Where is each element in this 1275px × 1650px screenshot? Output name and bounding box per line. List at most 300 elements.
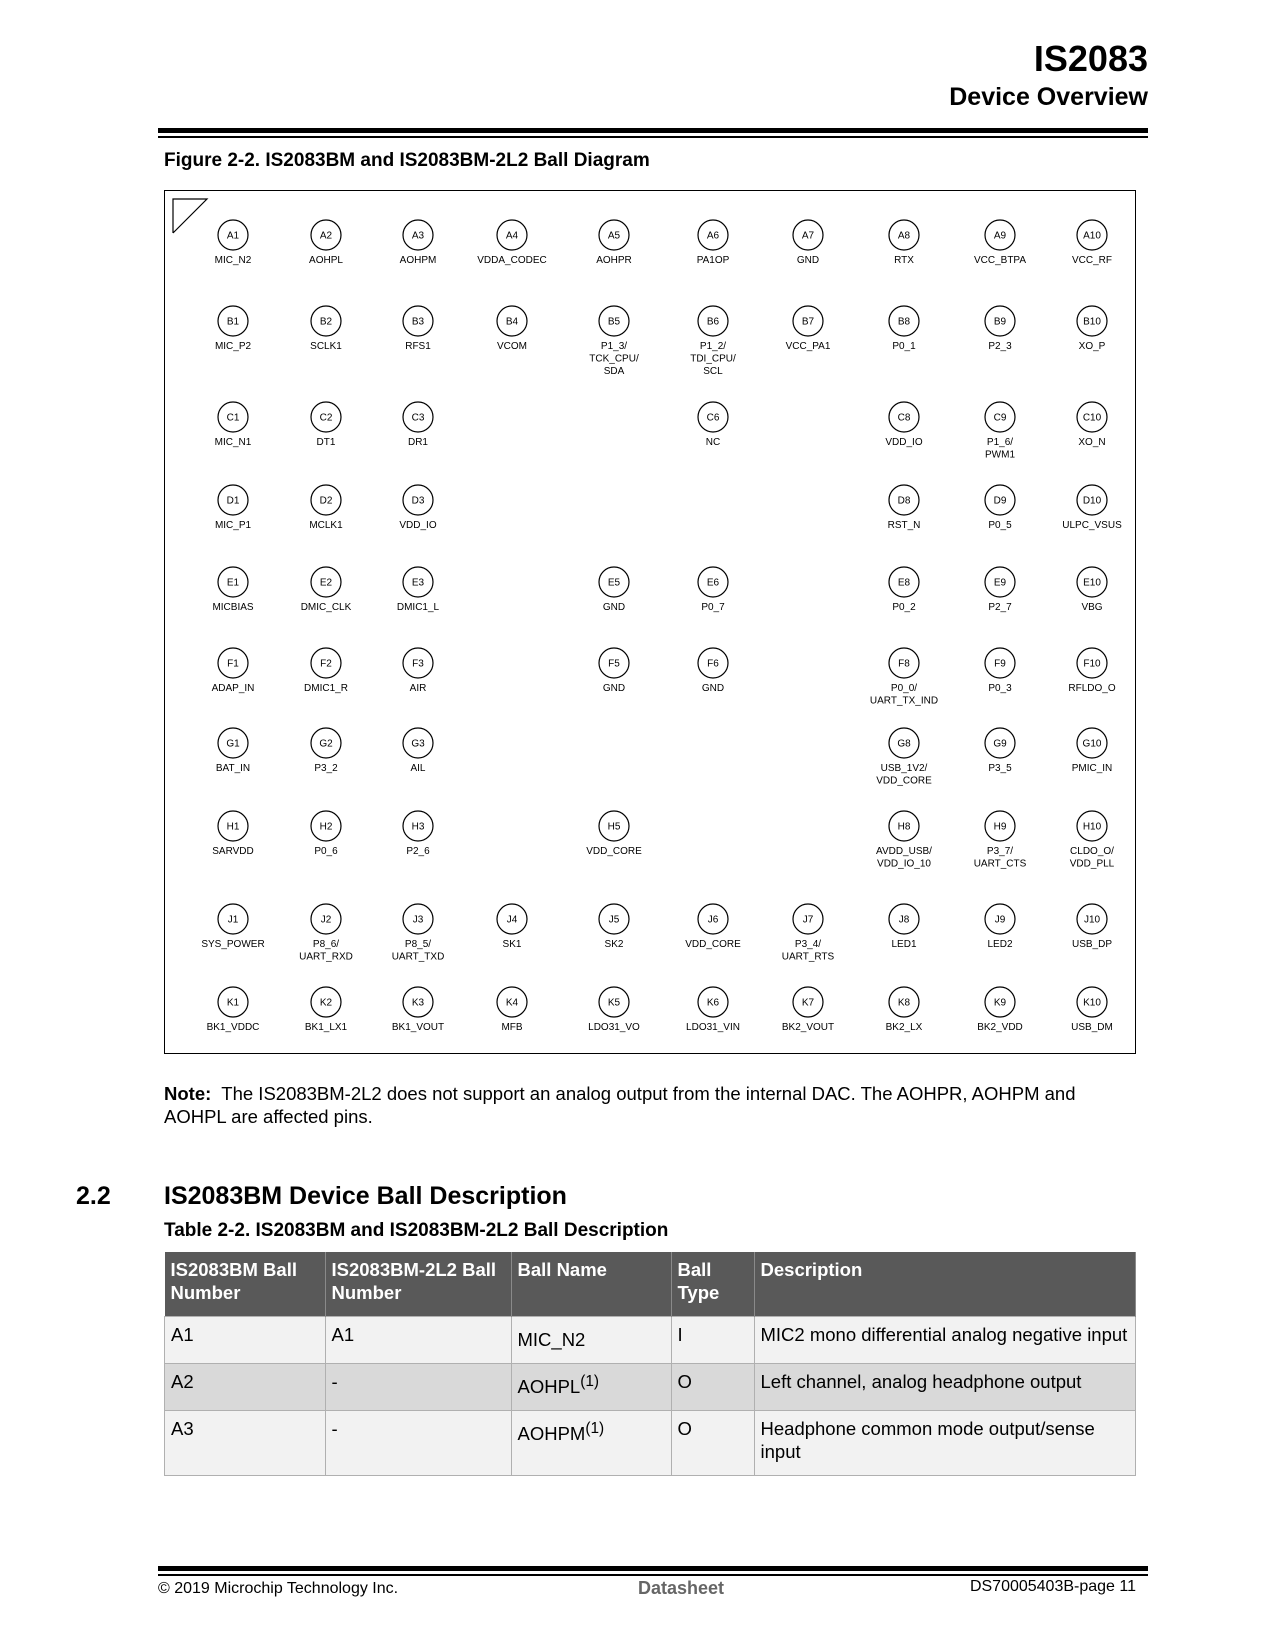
ball-signal-label: AOHPM	[399, 255, 437, 266]
ball-id-label: A10	[1083, 230, 1101, 242]
ball-K7	[782, 987, 834, 1033]
ball-D8	[888, 485, 921, 531]
ball-signal-label: P3_4/	[794, 939, 822, 950]
ball-signal-label: TCK_CPU/	[589, 353, 639, 365]
ball-id-label: G1	[226, 738, 240, 750]
ball-id-label: J5	[608, 914, 620, 926]
ball-H5	[586, 811, 642, 857]
ball-signal-label: MFB	[501, 1022, 523, 1033]
ball-K9	[977, 987, 1023, 1033]
ball-signal-label: TDI_CPU/	[690, 353, 736, 365]
ball-id-label: J1	[227, 914, 239, 926]
ball-K8	[886, 987, 923, 1033]
ball-G2	[311, 728, 341, 774]
ball-signal-label: MIC_P2	[214, 341, 252, 352]
ball-signal-label: GND	[602, 602, 626, 613]
ball-id-label: F10	[1083, 658, 1101, 670]
ball-id-label: C2	[319, 412, 333, 424]
ball-C9	[985, 402, 1015, 461]
ball-signal-label: UART_RXD	[299, 951, 353, 963]
ball-id-label: J4	[506, 914, 518, 926]
ball-id-label: B5	[607, 316, 621, 328]
ball-C10	[1077, 402, 1107, 448]
ball-description-table	[164, 1252, 1136, 1476]
ball-id-label: H3	[411, 821, 425, 833]
ball-signal-label: P0_0/	[890, 683, 918, 694]
ball-signal-label: UART_TXD	[391, 951, 445, 963]
ball-F2	[304, 648, 348, 694]
ball-signal-label: BK2_LX	[885, 1022, 923, 1033]
ball-H9	[974, 811, 1027, 870]
ball-signal-label: RFS1	[405, 341, 431, 352]
ball-signal-label: UART_TX_IND	[869, 695, 939, 707]
table-row	[165, 1364, 1136, 1411]
ball-J5	[599, 904, 629, 950]
ball-signal-label: MIC_N1	[214, 437, 252, 448]
cell-ball-name	[511, 1317, 671, 1364]
ball-signal-label: NC	[705, 437, 721, 448]
ball-id-label: H8	[897, 821, 911, 833]
ball-D10	[1062, 485, 1122, 531]
ball-id-label: B4	[505, 316, 519, 328]
note-label: Note:	[164, 1083, 212, 1104]
ball-A2	[309, 220, 343, 266]
cell-2l2-ball: -	[325, 1364, 511, 1411]
cell-ball-name	[511, 1364, 671, 1411]
ball-A8	[889, 220, 919, 266]
cell-ball-name	[511, 1411, 671, 1476]
section-title: IS2083BM Device Ball Description	[164, 1182, 567, 1210]
ball-id-label: K5	[607, 997, 621, 1009]
ball-id-label: E2	[319, 577, 333, 589]
ball-signal-label: P1_3/	[600, 341, 628, 352]
ball-K10	[1071, 987, 1113, 1033]
ball-signal-label: GND	[796, 255, 820, 266]
ball-G3	[403, 728, 433, 774]
ball-signal-label: P0_5	[988, 520, 1012, 531]
ball-C1	[215, 402, 252, 448]
ball-id-label: A1	[226, 230, 240, 242]
ball-E9	[985, 567, 1015, 613]
ball-id-label: B10	[1083, 316, 1101, 328]
ball-id-label: G2	[319, 738, 333, 750]
footer-copyright: © 2019 Microchip Technology Inc.	[158, 1580, 399, 1597]
ball-id-label: A4	[505, 230, 519, 242]
ball-signal-label: BAT_IN	[215, 763, 251, 774]
ball-K2	[305, 987, 348, 1033]
ball-signal-label: USB_DM	[1071, 1022, 1113, 1033]
ball-signal-label: AOHPL	[309, 255, 343, 266]
ball-signal-label: VDD_IO	[399, 520, 437, 531]
ball-H8	[876, 811, 932, 870]
ball-id-label: J10	[1083, 914, 1101, 926]
ball-G9	[985, 728, 1015, 774]
cell-ball-type: I	[671, 1317, 754, 1364]
col-header-bm-ball: IS2083BM Ball Number	[165, 1252, 326, 1317]
ball-E1	[212, 567, 253, 613]
ball-H10	[1070, 811, 1115, 870]
ball-id-label: J2	[320, 914, 332, 926]
header-rule-thick	[158, 128, 1148, 133]
ball-signal-label: VDD_CORE	[685, 939, 741, 950]
ball-B8	[889, 306, 919, 352]
section-number: 2.2	[76, 1182, 111, 1210]
ball-name-footnote: (1)	[585, 1420, 605, 1438]
ball-signal-label: P0_2	[892, 602, 916, 613]
ball-signal-label: AOHPR	[596, 255, 632, 266]
ball-signal-label: P3_5	[988, 763, 1012, 774]
ball-diagram	[164, 190, 1136, 1054]
ball-F5	[599, 648, 629, 694]
ball-name-text: MIC_N2	[517, 1329, 586, 1351]
ball-A5	[596, 220, 632, 266]
ball-signal-label: PMIC_IN	[1071, 763, 1113, 774]
ball-id-label: H2	[319, 821, 333, 833]
table-header-row	[165, 1252, 1136, 1317]
ball-id-label: J9	[994, 914, 1006, 926]
ball-B2	[310, 306, 342, 352]
ball-B10	[1077, 306, 1107, 352]
ball-B9	[985, 306, 1015, 352]
ball-id-label: K1	[226, 997, 240, 1009]
ball-id-label: A6	[706, 230, 720, 242]
ball-D9	[985, 485, 1015, 531]
page-header-subtitle: Device Overview	[949, 83, 1148, 111]
ball-B3	[403, 306, 433, 352]
ball-E8	[889, 567, 919, 613]
ball-E10	[1077, 567, 1107, 613]
ball-signal-label: ULPC_VSUS	[1062, 520, 1122, 531]
ball-signal-label: DMIC1_L	[396, 602, 440, 613]
ball-id-label: H1	[226, 821, 240, 833]
ball-G10	[1072, 728, 1113, 774]
col-header-2l2-ball: IS2083BM-2L2 Ball Number	[325, 1252, 511, 1317]
ball-id-label: A8	[897, 230, 911, 242]
ball-A6	[697, 220, 730, 266]
ball-signal-label: LED2	[987, 939, 1013, 950]
footer-rule-thick	[158, 1566, 1148, 1571]
ball-id-label: B7	[801, 316, 815, 328]
ball-K5	[588, 987, 640, 1033]
ball-B5	[589, 306, 639, 377]
ball-F9	[985, 648, 1015, 694]
ball-J6	[685, 904, 741, 950]
ball-signal-label: LED1	[891, 939, 917, 950]
ball-signal-label: SK2	[604, 939, 624, 950]
ball-signal-label: USB_1V2/	[880, 763, 928, 774]
ball-id-label: K2	[319, 997, 333, 1009]
ball-name-text: AOHPM	[517, 1423, 586, 1445]
ball-id-label: C10	[1082, 412, 1102, 424]
ball-E3	[397, 567, 440, 613]
ball-signal-label: BK1_LX1	[304, 1022, 348, 1033]
page-header-title: IS2083	[1033, 38, 1148, 79]
ball-signal-label: RTX	[894, 255, 914, 266]
ball-C3	[403, 402, 433, 448]
ball-id-label: J7	[802, 914, 814, 926]
table-caption: Table 2-2. IS2083BM and IS2083BM-2L2 Ball Description	[164, 1220, 669, 1241]
ball-H2	[311, 811, 341, 857]
ball-id-label: H5	[607, 821, 621, 833]
ball-signal-label: LDO31_VO	[588, 1022, 640, 1033]
ball-id-label: B9	[993, 316, 1007, 328]
ball-G1	[216, 728, 250, 774]
ball-signal-label: DMIC_CLK	[300, 602, 352, 613]
ball-signal-label: VDD_CORE	[586, 846, 642, 857]
ball-F10	[1068, 648, 1115, 694]
ball-id-label: D1	[226, 495, 240, 507]
ball-signal-label: VDD_CORE	[876, 775, 932, 787]
ball-id-label: D9	[993, 495, 1007, 507]
ball-B7	[786, 306, 831, 352]
ball-id-label: D10	[1082, 495, 1102, 507]
ball-signal-label: DR1	[407, 437, 429, 448]
ball-id-label: C9	[993, 412, 1007, 424]
ball-id-label: F9	[994, 658, 1006, 670]
ball-signal-label: P8_6/	[312, 939, 340, 950]
note-text: The IS2083BM-2L2 does not support an analog output from the internal DAC. The AOHPR, AOHPM and AOHPL are affected pins.	[164, 1083, 1076, 1127]
ball-signal-label: SCLK1	[310, 341, 342, 352]
ball-id-label: B3	[411, 316, 425, 328]
ball-K3	[392, 987, 444, 1033]
ball-id-label: B8	[897, 316, 911, 328]
ball-signal-label: VBG	[1081, 602, 1103, 613]
ball-id-label: F2	[320, 658, 332, 670]
ball-id-label: G10	[1082, 738, 1102, 750]
ball-signal-label: P0_1	[892, 341, 916, 352]
ball-signal-label: P2_3	[988, 341, 1012, 352]
ball-signal-label: GND	[602, 683, 626, 694]
ball-signal-label: XO_N	[1078, 437, 1106, 448]
ball-signal-label: AIL	[410, 763, 426, 774]
ball-id-label: E9	[993, 577, 1007, 589]
table-row	[165, 1317, 1136, 1364]
ball-J2	[299, 904, 353, 963]
table-row	[165, 1411, 1136, 1476]
cell-description: Left channel, analog headphone output	[754, 1364, 1136, 1411]
ball-signal-label: MCLK1	[309, 520, 343, 531]
ball-diagram-svg	[165, 191, 1137, 1055]
ball-signal-label: BK1_VDDC	[206, 1022, 260, 1033]
ball-J1	[201, 904, 264, 950]
ball-signal-label: MICBIAS	[212, 602, 254, 613]
cell-bm-ball: A1	[165, 1317, 326, 1364]
ball-id-label: F5	[608, 658, 620, 670]
ball-E2	[301, 567, 352, 613]
ball-name-text: AOHPL	[517, 1376, 581, 1398]
ball-id-label: K9	[993, 997, 1007, 1009]
ball-K6	[686, 987, 740, 1033]
ball-signal-label: VDD_PLL	[1069, 858, 1115, 870]
ball-C6	[698, 402, 728, 448]
ball-signal-label: USB_DP	[1071, 939, 1113, 950]
ball-id-label: A7	[801, 230, 815, 242]
ball-H1	[212, 811, 254, 857]
ball-signal-label: DT1	[316, 437, 336, 448]
ball-id-label: E8	[897, 577, 911, 589]
ball-signal-label: XO_P	[1078, 341, 1106, 352]
col-header-ball-name: Ball Name	[511, 1252, 671, 1317]
ball-signal-label: AVDD_USB/	[876, 846, 932, 857]
ball-signal-label: P1_6/	[986, 437, 1014, 448]
ball-J8	[889, 904, 919, 950]
ball-J9	[985, 904, 1015, 950]
ball-id-label: B1	[226, 316, 240, 328]
ball-signal-label: LDO31_VIN	[686, 1022, 740, 1033]
ball-J10	[1072, 904, 1112, 950]
ball-signal-label: SARVDD	[212, 846, 254, 857]
ball-id-label: B2	[319, 316, 333, 328]
ball-D3	[399, 485, 436, 531]
ball-signal-label: VCC_RF	[1071, 255, 1113, 266]
cell-bm-ball: A3	[165, 1411, 326, 1476]
ball-F3	[403, 648, 433, 694]
ball-C8	[885, 402, 922, 448]
ball-id-label: D8	[897, 495, 911, 507]
ball-J3	[392, 904, 445, 963]
ball-J4	[497, 904, 527, 950]
ball-signal-label: MIC_P1	[214, 520, 252, 531]
col-header-description: Description	[754, 1252, 1136, 1317]
ball-signal-label: P3_7/	[986, 846, 1014, 857]
ball-name-footnote: (1)	[580, 1373, 600, 1391]
cell-ball-type: O	[671, 1364, 754, 1411]
ball-signal-label: BK1_VOUT	[391, 1022, 445, 1033]
cell-bm-ball: A2	[165, 1364, 326, 1411]
ball-id-label: C1	[226, 412, 240, 424]
ball-A3	[400, 220, 437, 266]
ball-signal-label: P0_6	[314, 846, 338, 857]
ball-id-label: D2	[319, 495, 333, 507]
ball-B6	[690, 306, 736, 377]
cell-2l2-ball: -	[325, 1411, 511, 1476]
ball-signal-label: VCC_PA1	[785, 341, 831, 352]
ball-signal-label: SK1	[502, 939, 522, 950]
cell-2l2-ball: A1	[325, 1317, 511, 1364]
ball-E6	[698, 567, 728, 613]
ball-B4	[497, 306, 527, 352]
ball-id-label: C3	[411, 412, 425, 424]
ball-id-label: E6	[706, 577, 720, 589]
ball-signal-label: SDA	[603, 366, 625, 377]
note-block	[164, 1082, 1124, 1128]
ball-id-label: G9	[993, 738, 1007, 750]
ball-signal-label: SYS_POWER	[201, 939, 265, 950]
ball-A10	[1072, 220, 1112, 266]
ball-id-label: K3	[411, 997, 425, 1009]
ball-id-label: E5	[607, 577, 621, 589]
ball-F8	[870, 648, 938, 707]
footer-rule-thin	[158, 1574, 1148, 1576]
ball-D2	[309, 485, 343, 531]
ball-signal-label: P1_2/	[699, 341, 727, 352]
ball-id-label: K6	[706, 997, 720, 1009]
ball-signal-label: CLDO_O/	[1070, 846, 1114, 857]
ball-id-label: D3	[411, 495, 425, 507]
ball-id-label: G3	[411, 738, 425, 750]
ball-signal-label: P0_7	[701, 602, 725, 613]
ball-signal-label: P2_7	[988, 602, 1012, 613]
ball-id-label: G8	[897, 738, 911, 750]
ball-id-label: A5	[607, 230, 621, 242]
ball-id-label: J3	[412, 914, 424, 926]
footer-page-number: DS70005403B-page 11	[969, 1578, 1136, 1595]
ball-signal-label: VCC_BTPA	[973, 255, 1027, 266]
ball-C2	[311, 402, 341, 448]
ball-signal-label: AIR	[409, 683, 427, 694]
ball-signal-label: ADAP_IN	[211, 683, 255, 694]
ball-signal-label: P0_3	[988, 683, 1012, 694]
ball-F6	[698, 648, 728, 694]
figure-caption: Figure 2-2. IS2083BM and IS2083BM-2L2 Ball Diagram	[164, 150, 650, 171]
ball-id-label: J6	[707, 914, 719, 926]
ball-id-label: F1	[227, 658, 239, 670]
ball-D1	[215, 485, 252, 531]
ball-id-label: F6	[707, 658, 719, 670]
ball-H3	[403, 811, 433, 857]
ball-J7	[782, 904, 835, 963]
cell-description: MIC2 mono differential analog negative input	[754, 1317, 1136, 1364]
ball-G8	[876, 728, 932, 787]
ball-id-label: H9	[993, 821, 1007, 833]
cell-ball-type: O	[671, 1411, 754, 1476]
ball-id-label: A9	[993, 230, 1007, 242]
ball-id-label: E1	[226, 577, 240, 589]
footer-doc-type: Datasheet	[638, 1578, 725, 1598]
ball-signal-label: VCOM	[497, 341, 527, 352]
cell-description: Headphone common mode output/sense input	[754, 1411, 1136, 1476]
ball-K1	[207, 987, 260, 1033]
ball-id-label: C8	[897, 412, 911, 424]
ball-signal-label: P3_2	[314, 763, 338, 774]
ball-id-label: A3	[411, 230, 425, 242]
ball-signal-label: VDD_IO_10	[877, 858, 931, 870]
ball-signal-label: SCL	[703, 366, 723, 377]
ball-A9	[974, 220, 1026, 266]
ball-signal-label: MIC_N2	[214, 255, 252, 266]
ball-id-label: E10	[1083, 577, 1101, 589]
ball-A4	[477, 220, 546, 266]
ball-id-label: K7	[801, 997, 815, 1009]
ball-signal-label: VDDA_CODEC	[477, 255, 547, 266]
ball-E5	[599, 567, 629, 613]
col-header-ball-type: Ball Type	[671, 1252, 754, 1317]
ball-signal-label: RST_N	[887, 520, 921, 531]
ball-id-label: E3	[411, 577, 425, 589]
ball-A7	[793, 220, 823, 266]
ball-B1	[215, 306, 252, 352]
ball-signal-label: P2_6	[406, 846, 430, 857]
ball-id-label: J8	[898, 914, 910, 926]
ball-signal-label: RFLDO_O	[1068, 683, 1116, 694]
ball-id-label: K4	[505, 997, 519, 1009]
ball-signal-label: UART_RTS	[781, 951, 835, 963]
ball-signal-label: PWM1	[985, 449, 1015, 461]
ball-signal-label: VDD_IO	[885, 437, 923, 448]
ball-signal-label: BK2_VDD	[977, 1022, 1023, 1033]
ball-signal-label: BK2_VOUT	[781, 1022, 835, 1033]
ball-id-label: F8	[898, 658, 910, 670]
ball-id-label: H10	[1082, 821, 1102, 833]
ball-A1	[215, 220, 252, 266]
ball-id-label: A2	[319, 230, 333, 242]
ball-signal-label: P8_5/	[404, 939, 432, 950]
ball-signal-label: PA1OP	[696, 255, 730, 266]
pin1-corner-marker	[173, 199, 207, 233]
ball-signal-label: GND	[701, 683, 725, 694]
ball-id-label: K8	[897, 997, 911, 1009]
ball-signal-label: DMIC1_R	[304, 683, 348, 694]
